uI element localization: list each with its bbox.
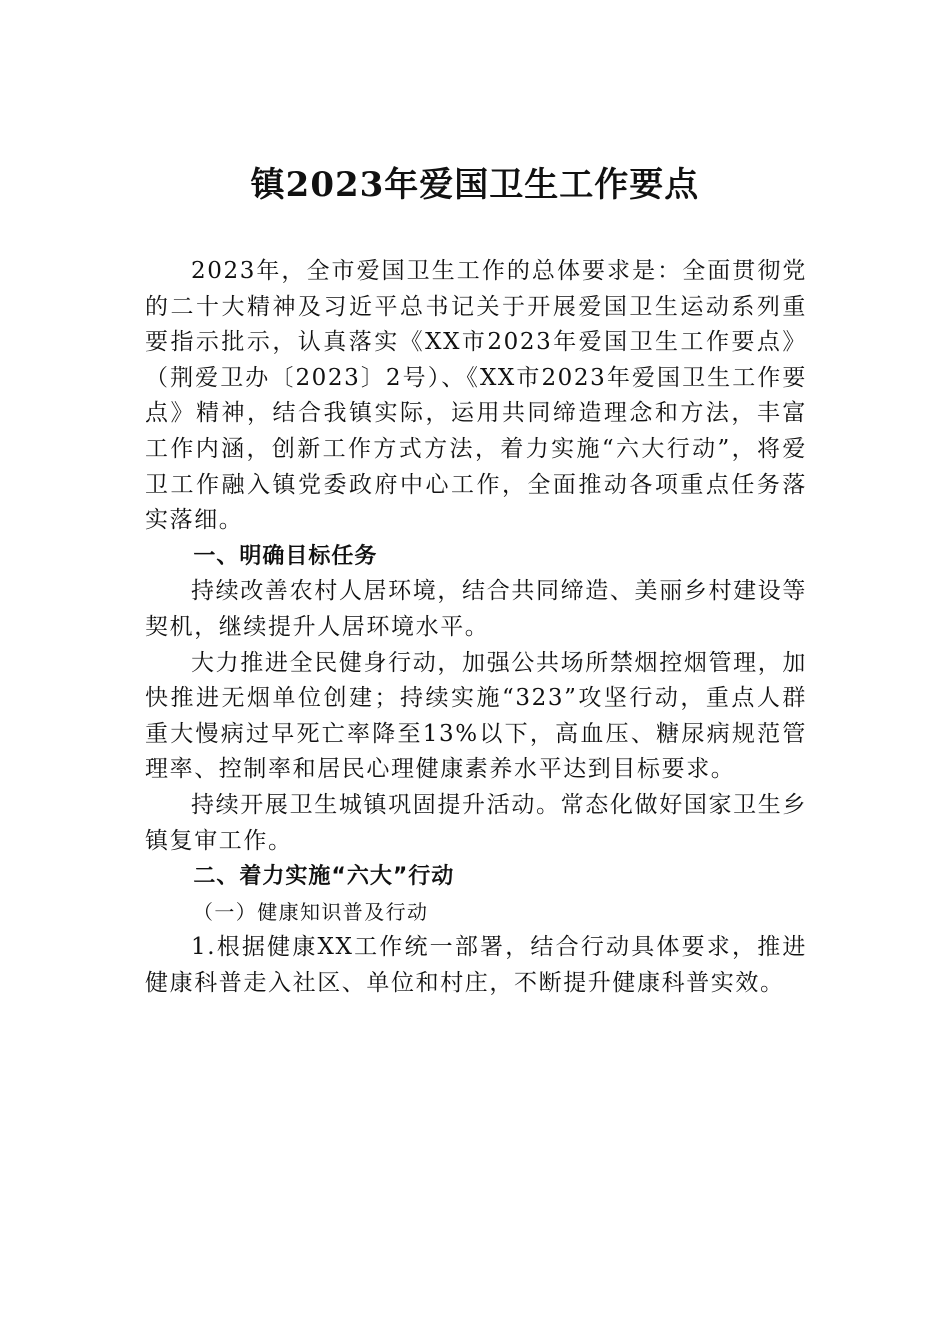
intro-paragraph: 2023年，全市爱国卫生工作的总体要求是：全面贯彻党的二十大精神及习近平总书记关于开展爱国卫生运动系列重要指示批示，认真落实《XX市2023年爱国卫生工作要点》（荆爱卫办〔2023〕2号）、《XX市2023年爱国卫生工作要点》精神，结合我镇实际，运用共同缔造理念和方法，丰富工作内涵，创新工作方式方法，着力实施“六大行动”，将爱卫工作融入镇党委政府中心工作，全面推动各项重点任务落实落细。: [145, 258, 807, 534]
section-1-paragraph-2: 大力推进全民健身行动，加强公共场所禁烟控烟管理，加快推进无烟单位创建；持续实施“323”攻坚行动，重点人群重大慢病过早死亡率降至13%以下，高血压、糖尿病规范管理率、控制率和居民心理健康素养水平达到目标要求。: [145, 649, 807, 783]
section-2-subheading: （一）健康知识普及行动: [193, 899, 429, 924]
section-2-heading: 二、着力实施“六大”行动: [193, 864, 455, 890]
section-1-paragraph-1: 持续改善农村人居环境，结合共同缔造、美丽乡村建设等契机，继续提升人居环境水平。: [145, 578, 807, 640]
section-1-paragraph-3: 持续开展卫生城镇巩固提升活动。常态化做好国家卫生乡镇复审工作。: [145, 791, 807, 854]
document-body: [145, 254, 807, 1001]
document-title: 镇2023年爱国卫生工作要点: [250, 165, 700, 205]
section-1-heading: 一、明确目标任务: [193, 543, 378, 569]
section-2-paragraph-1: 1.根据健康XX工作统一部署，结合行动具体要求，推进健康科普走入社区、单位和村庄，不断提升健康科普实效。: [145, 934, 807, 996]
